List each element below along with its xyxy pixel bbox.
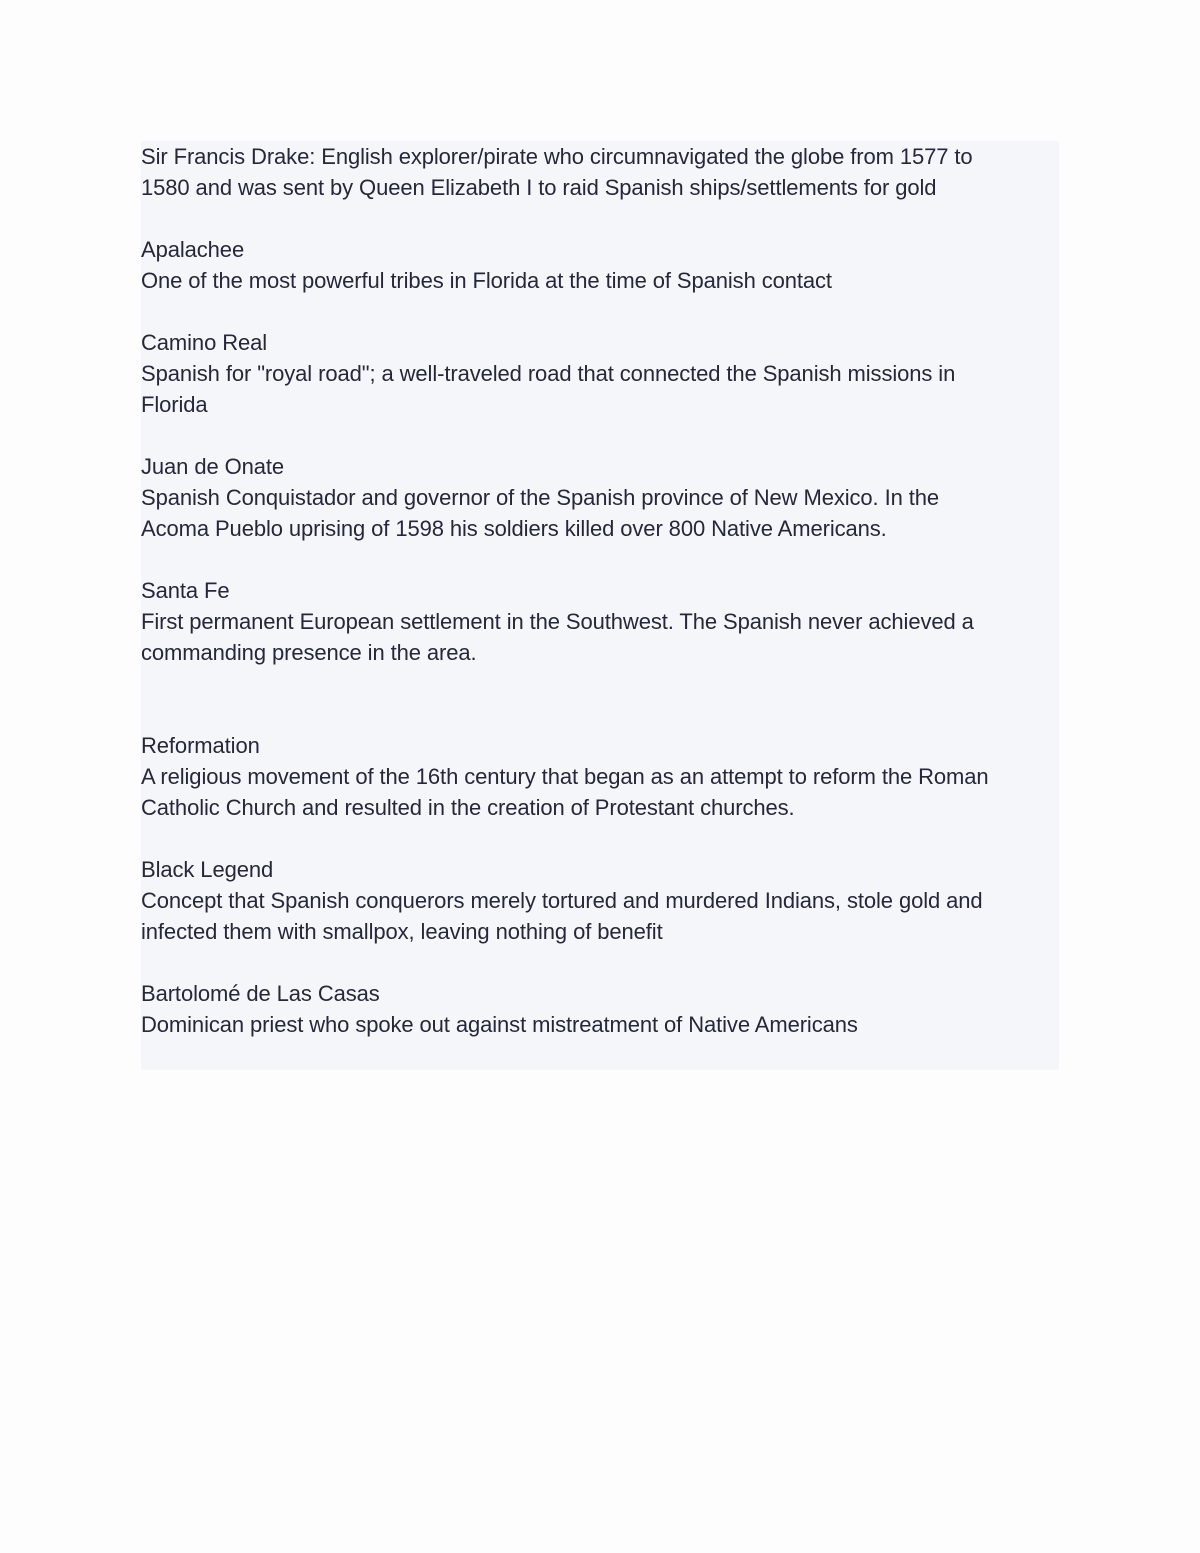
entry-definition: First permanent European settlement in the Southwest. The Spanish never achieved a: [141, 609, 974, 634]
entry-definition: commanding presence in the area.: [141, 640, 477, 665]
entry-camino-real: [141, 327, 1059, 420]
entry-santa-fe: [141, 575, 1059, 668]
entry-definition: Spanish Conquistador and governor of the Spanish province of New Mexico. In the: [141, 485, 940, 510]
entry-term: Juan de Onate: [141, 454, 285, 479]
entry-definition: A religious movement of the 16th century that began as an attempt to reform the Roman: [141, 764, 989, 789]
entry-sir-francis-drake: [141, 141, 1059, 203]
entry-line: Sir Francis Drake: English explorer/pirate who circumnavigated the globe from 1577 to: [141, 144, 973, 169]
entry-definition: Dominican priest who spoke out against mistreatment of Native Americans: [141, 1012, 858, 1037]
entry-term: Camino Real: [141, 330, 268, 355]
entry-definition: Concept that Spanish conquerors merely tortured and murdered Indians, stole gold and: [141, 888, 983, 913]
entry-term: Apalachee: [141, 237, 245, 262]
entry-juan-de-onate: [141, 451, 1059, 544]
entry-definition: Acoma Pueblo uprising of 1598 his soldiers killed over 800 Native Americans.: [141, 516, 887, 541]
entry-term: Bartolomé de Las Casas: [141, 981, 380, 1006]
entry-definition: Florida: [141, 392, 208, 417]
entry-term: Black Legend: [141, 857, 274, 882]
entry-apalachee: [141, 234, 1059, 296]
document-text-block: [141, 141, 1059, 1070]
entry-term: Reformation: [141, 733, 260, 758]
entry-reformation: [141, 730, 1059, 823]
entry-definition: Spanish for "royal road"; a well-traveled road that connected the Spanish missions in: [141, 361, 956, 386]
entry-line: 1580 and was sent by Queen Elizabeth I to raid Spanish ships/settlements for gold: [141, 175, 937, 200]
entry-black-legend: [141, 854, 1059, 947]
entry-bartolome-de-las-casas: [141, 978, 1059, 1040]
entry-definition: infected them with smallpox, leaving nothing of benefit: [141, 919, 663, 944]
entry-term: Santa Fe: [141, 578, 230, 603]
entry-definition: Catholic Church and resulted in the creation of Protestant churches.: [141, 795, 795, 820]
entry-definition: One of the most powerful tribes in Florida at the time of Spanish contact: [141, 268, 832, 293]
